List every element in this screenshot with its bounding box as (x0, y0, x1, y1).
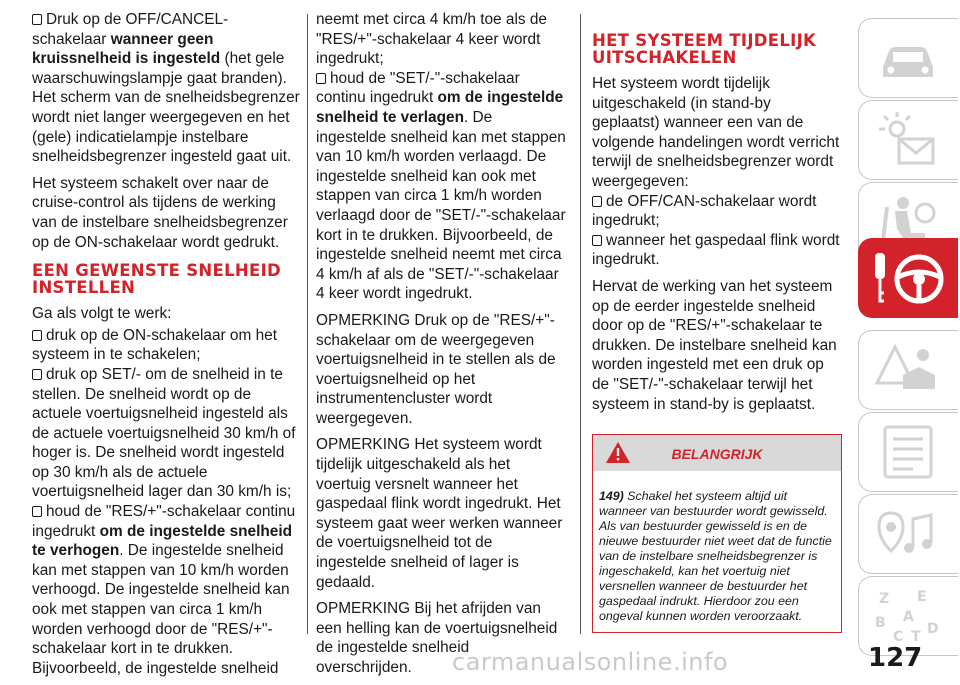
important-box (592, 434, 842, 633)
list-item: houd de "RES/+"-schakelaar continu ingedrukt om de ingestelde snelheid te verhogen. De ingestelde snelheid kan met stappen van 10 km/h worden verhoogd. De ingestelde snelheid kan ook met stappen van circa 1 km/h worden verhoogd door de "RES/+"-schakelaar kort in te drukken. Bijvoorbeeld, de ingestelde snelheid (32, 503, 296, 677)
section-heading: HET SYSTEEM TIJDELIJK UITSCHAKELEN (592, 31, 817, 67)
paragraph: Het systeem schakelt over naar de cruise-control als tijdens de werking van de instelbare snelheidsbegrenzer op de ON-schakelaar wordt gedrukt. (32, 174, 288, 251)
list-item: wanneer het gaspedaal flink wordt ingedrukt. (592, 231, 840, 269)
section-heading: EEN GEWENSTE SNELHEID INSTELLEN (32, 261, 282, 298)
list-item: de OFF/CAN-schakelaar wordt ingedrukt; (592, 192, 817, 230)
tab-car[interactable] (858, 18, 958, 98)
warning-lights-icon (873, 111, 943, 171)
bullet-box-icon (316, 73, 326, 84)
svg-text:C: C (893, 629, 904, 645)
tab-warning-lights[interactable] (858, 100, 958, 180)
note-number: 149) (599, 489, 624, 504)
bullet-box-icon (32, 330, 42, 341)
note-paragraph: OPMERKING Het systeem wordt tijdelijk uitgeschakeld als het voertuig versnelt wanneer het gaspedaal flink wordt ingedrukt. Het systeem gaat weer werken wanneer de voertuigsnelheid tot de ingestelde snelheid of lager is gedaald. (316, 436, 563, 591)
breakdown-icon (873, 341, 943, 401)
tab-emergency[interactable] (858, 330, 958, 410)
important-header (593, 435, 841, 471)
index-icon (873, 587, 943, 647)
paragraph: Hervat de werking van het systeem op de eerder ingestelde snelheid door op de "RES/+"-schakelaar te drukken. De instelbare snelheid kan worden ingesteld met een druk op de "SET/-"-schakelaar terwijl het systeem in stand-by is geplaatst. (592, 277, 837, 413)
paragraph: Het systeem wordt tijdelijk uitgeschakeld (in stand-by geplaatst) wanneer een van de volgende handelingen wordt verricht terwijl de snelheidsbegrenzer wordt weergegeven: (592, 75, 840, 190)
column-2 (316, 10, 566, 685)
steering-key-icon (873, 249, 947, 309)
page-number: 127 (868, 643, 923, 673)
column-1 (32, 10, 300, 678)
svg-text:B: B (875, 615, 886, 631)
list-item: houd de "SET/-"-schakelaar continu ingedrukt om de ingestelde snelheid te verlagen. De ingestelde snelheid kan met stappen van 10 km/h worden verlaagd. De ingestelde snelheid kan ook met stappen van circa 1 km/h worden verlaagd door de "SET/-"-schakelaar kort in te drukken. Bijvoorbeeld, de ingestelde snelheid neemt met circa 4 km/h af als de "SET/-"-schakelaar 4 keer wordt ingedrukt. (316, 69, 566, 303)
maintenance-icon (873, 423, 943, 483)
svg-text:E: E (917, 589, 927, 605)
paragraph: Druk op de OFF/CANCEL-schakelaar wanneer geen kruissnelheid is ingesteld (het gele waarschuwingslampje gaat branden). Het scherm van de snelheidsbegrenzer wordt niet langer weergegeven en het (gele) indicatielampje instelbare snelheidsbegrenzer ingesteld gaat uit. (32, 11, 300, 166)
bullet-box-icon (32, 506, 42, 517)
bullet-box-icon (32, 14, 42, 25)
tab-starting-driving[interactable] (858, 238, 958, 318)
svg-text:Z: Z (879, 591, 890, 607)
bullet-box-icon (592, 235, 602, 246)
list-item: druk op de ON-schakelaar om het systeem in te schakelen; (32, 326, 277, 364)
paragraph: neemt met circa 4 km/h toe als de "RES/+"-schakelaar 4 keer wordt ingedrukt; (316, 11, 547, 68)
multimedia-icon (873, 505, 943, 565)
svg-text:T: T (911, 629, 921, 645)
important-text: 149) Schakel het systeem altijd uit wanneer van bestuurder wordt gewisseld. Als van bestuurder gewisseld is en de nieuwe bestuurder niet weet dat de functie van de instelbare snelheidsbegrenzer is ingeschakeld, kan het voertuig niet versnellen wanneer de bestuurder het gaspedaal indrukt. Hierdoor zou een ongeval kunnen worden veroorzaakt. (599, 489, 832, 624)
watermark: carmanualsonline.info (452, 648, 729, 676)
paragraph: Ga als volgt te werk: (32, 305, 172, 323)
column-divider (580, 14, 581, 634)
important-title: BELANGRIJK (671, 446, 763, 463)
chapter-tabs (852, 0, 960, 678)
bullet-box-icon (592, 196, 602, 207)
tab-maintenance[interactable] (858, 412, 958, 492)
note-paragraph: OPMERKING Bij het afrijden van een helling kan de voertuigsnelheid de ingestelde snelheid overschrijden. (316, 600, 558, 676)
tab-multimedia[interactable] (858, 494, 958, 574)
column-divider (307, 14, 308, 634)
column-3 (592, 10, 842, 633)
bullet-box-icon (32, 369, 42, 380)
svg-text:A: A (903, 609, 914, 625)
car-icon (873, 29, 943, 89)
svg-text:D: D (927, 621, 939, 637)
note-paragraph: OPMERKING Druk op de "RES/+"-schakelaar om de weergegeven voertuigsnelheid in te stellen als de voertuigsnelheid op het instrumentencluster wordt weergegeven. (316, 311, 556, 427)
list-item: druk op SET/- om de snelheid in te stellen. De snelheid wordt op de actuele voertuigsnelheid ingesteld als de actuele voertuigsnelheid 30 km/h of hoger is. De snelheid wordt ingesteld op 30 km/h als de actuele voertuigsnelheid lager dan 30 km/h is; (32, 365, 296, 501)
